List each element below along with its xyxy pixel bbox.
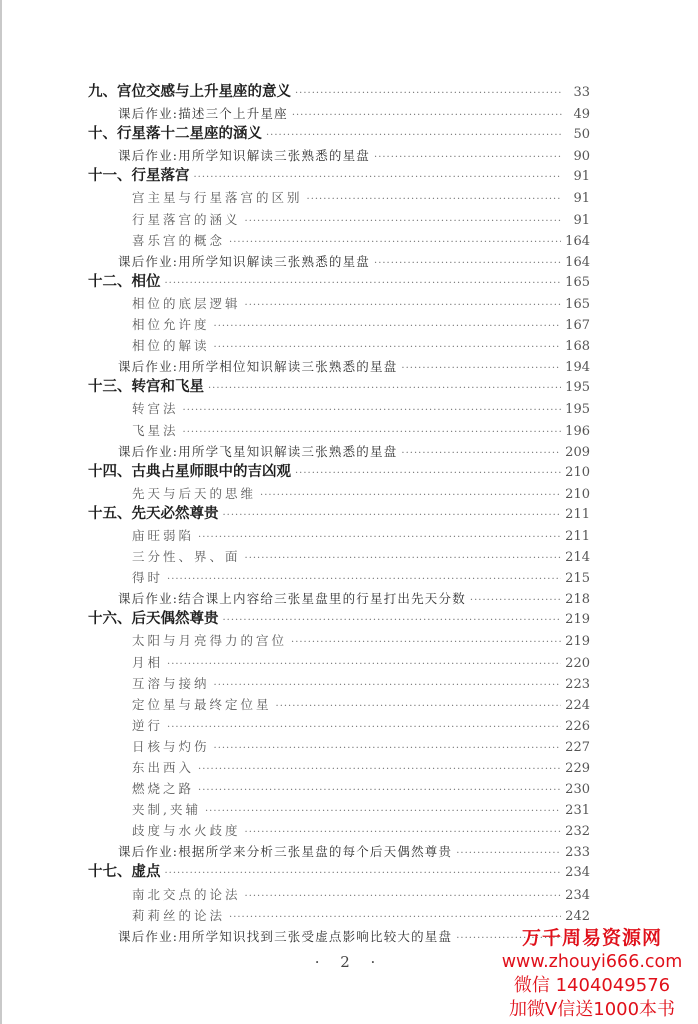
- toc-entry-page: 230: [565, 782, 590, 798]
- toc-entry-page: 211: [565, 528, 590, 544]
- toc-entry-page: 226: [565, 718, 590, 734]
- toc-entry-title: 歧度与水火歧度: [132, 823, 241, 839]
- toc-entry-title: 行星落宫的涵义: [132, 211, 241, 227]
- toc-section-row: [88, 652, 590, 673]
- toc-entry-page: 234: [565, 865, 590, 881]
- toc-entry-page: 196: [565, 423, 590, 439]
- dot-leader: [205, 801, 561, 820]
- toc-entry-page: 220: [565, 655, 590, 671]
- toc-entry-page: 194: [565, 360, 590, 376]
- toc-entry-page: 91: [573, 191, 590, 207]
- toc-entry-title: 十五、先天必然尊贵: [88, 505, 219, 522]
- dot-leader: [167, 654, 561, 673]
- dot-leader: [374, 147, 562, 166]
- toc-entry-page: 215: [565, 571, 590, 587]
- dot-leader: [167, 569, 561, 588]
- dot-leader: [260, 485, 561, 504]
- toc-entry-page: 210: [565, 486, 590, 502]
- toc-entry-page: 195: [565, 380, 590, 396]
- toc-homework-row: [88, 145, 590, 166]
- dot-leader: [245, 211, 562, 230]
- toc-section-row: [88, 757, 590, 778]
- toc-entry-title: 相位允许度: [132, 317, 210, 333]
- toc-entry-title: 三分性、界、面: [132, 549, 241, 565]
- dot-leader: [401, 358, 561, 377]
- toc-section-row: [88, 525, 590, 546]
- toc-entry-title: 庙旺弱陷: [132, 527, 195, 543]
- dot-leader: [401, 443, 561, 462]
- toc-entry-title: 相位的底层逻辑: [132, 295, 241, 311]
- toc-entry-page: 233: [565, 845, 590, 861]
- toc-section-row: [88, 630, 590, 651]
- toc-section-row: [88, 799, 590, 820]
- toc-entry-page: 219: [565, 612, 590, 628]
- toc-entry-title: 九、宫位交感与上升星座的意义: [88, 84, 291, 100]
- toc-entry-title: 课后作业:用所学知识找到三张受虚点影响比较大的星盘: [118, 928, 453, 944]
- toc-entry-page: 91: [573, 169, 590, 185]
- toc-entry-title: 课后作业:描述三个上升星座: [118, 106, 288, 122]
- toc-section-row: [88, 398, 590, 419]
- toc-chapter-row: [88, 862, 590, 883]
- dot-leader: [276, 696, 562, 715]
- watermark: [492, 926, 692, 1022]
- toc-entry-page: 165: [565, 296, 590, 312]
- toc-homework-row: [88, 841, 590, 862]
- toc-section-row: [88, 230, 590, 251]
- toc-entry-title: 课后作业:结合课上内容给三张星盘里的行星打出先天分数: [118, 591, 466, 607]
- dot-leader: [470, 590, 561, 609]
- toc-entry-title: 课后作业:用所学知识解读三张熟悉的星盘: [118, 253, 371, 269]
- toc-entry-title: 十三、转宫和飞星: [88, 379, 204, 396]
- toc-entry-title: 课后作业:用所学飞星知识解读三张熟悉的星盘: [118, 443, 398, 459]
- toc-chapter-row: [88, 124, 590, 145]
- toc-entry-page: 242: [565, 908, 590, 924]
- watermark-promo: 加微V信送1000本书: [508, 999, 676, 1020]
- dot-leader: [292, 105, 562, 124]
- toc-chapter-row: [88, 504, 590, 525]
- dot-leader: [214, 675, 562, 694]
- toc-chapter-row: [88, 82, 590, 103]
- dot-leader: [183, 422, 562, 441]
- toc-section-row: [88, 335, 590, 356]
- dot-leader: [245, 822, 562, 841]
- toc-entry-page: 91: [573, 212, 590, 228]
- toc-section-row: [88, 905, 590, 926]
- toc-entry-title: 月相: [132, 654, 164, 670]
- toc-homework-row: [88, 588, 590, 609]
- toc-entry-title: 喜乐宫的概念: [132, 232, 226, 248]
- dot-leader: [198, 527, 561, 546]
- dot-leader: [198, 780, 561, 799]
- toc-entry-title: 燃烧之路: [132, 781, 195, 797]
- dot-leader: [291, 632, 561, 651]
- toc-entry-page: 224: [565, 697, 590, 713]
- dot-leader: [245, 548, 562, 567]
- dot-leader: [245, 886, 562, 905]
- toc-entry-page: 195: [565, 402, 590, 418]
- toc-homework-row: [88, 103, 590, 124]
- toc-entry-page: 218: [565, 592, 590, 608]
- toc-chapter-row: [88, 377, 590, 398]
- toc-entry-page: 50: [573, 127, 590, 143]
- dot-leader: [214, 316, 562, 335]
- toc-entry-page: 211: [565, 506, 590, 522]
- toc-entry-page: 229: [565, 761, 590, 776]
- toc-entry-title: 莉莉丝的论法: [132, 907, 226, 923]
- toc-entry-page: 214: [565, 550, 590, 566]
- toc-homework-row: [88, 251, 590, 272]
- toc-entry-title: 十一、行星落宫: [88, 168, 190, 185]
- toc-entry-title: 转宫法: [132, 401, 179, 417]
- toc-section-row: [88, 420, 590, 441]
- table-of-contents: [88, 82, 590, 947]
- toc-chapter-row: [88, 166, 590, 187]
- toc-entry-title: 互溶与接纳: [132, 675, 210, 691]
- dot-leader: [245, 295, 562, 314]
- toc-section-row: [88, 736, 590, 757]
- toc-section-row: [88, 314, 590, 335]
- toc-entry-page: 33: [573, 85, 590, 100]
- watermark-site-name: 万千周易资源网: [521, 927, 662, 949]
- toc-section-row: [88, 483, 590, 504]
- toc-entry-page: 49: [573, 107, 590, 123]
- toc-entry-title: 十二、相位: [88, 273, 161, 290]
- watermark-url: www.zhouyi666.com: [501, 952, 683, 972]
- toc-entry-page: 223: [565, 676, 590, 692]
- toc-entry-page: 227: [565, 739, 590, 755]
- toc-entry-page: 164: [565, 233, 590, 249]
- dot-leader: [295, 463, 561, 483]
- toc-entry-title: 日核与灼伤: [132, 738, 210, 754]
- toc-homework-row: [88, 356, 590, 377]
- dot-leader: [208, 378, 561, 398]
- dot-leader: [229, 232, 561, 251]
- dot-leader: [214, 337, 562, 356]
- dot-leader: [165, 273, 562, 293]
- toc-entry-title: 十四、古典占星师眼中的吉凶观: [88, 463, 291, 480]
- toc-entry-title: 定位星与最终定位星: [132, 696, 272, 712]
- toc-section-row: [88, 546, 590, 567]
- dot-leader: [374, 253, 561, 272]
- toc-entry-page: 209: [565, 444, 590, 460]
- toc-entry-page: 219: [565, 634, 590, 650]
- toc-entry-title: 相位的解读: [132, 338, 210, 354]
- toc-section-row: [88, 673, 590, 694]
- toc-homework-row: [88, 441, 590, 462]
- toc-entry-title: 先天与后天的思维: [132, 485, 257, 501]
- toc-section-row: [88, 187, 590, 208]
- dot-leader: [266, 125, 562, 145]
- toc-entry-title: 南北交点的论法: [132, 886, 241, 902]
- toc-entry-title: 得时: [132, 570, 164, 586]
- dot-leader: [183, 400, 562, 419]
- toc-entry-page: 210: [565, 464, 590, 480]
- toc-section-row: [88, 820, 590, 841]
- page-number: · 2 ·: [314, 953, 384, 971]
- toc-entry-title: 课后作业:用所学知识解读三张熟悉的星盘: [118, 148, 371, 164]
- dot-leader: [165, 863, 562, 883]
- toc-entry-title: 课后作业:根据所学来分析三张星盘的每个后天偶然尊贵: [118, 844, 453, 860]
- dot-leader: [198, 759, 561, 778]
- dot-leader: [194, 167, 563, 187]
- toc-entry-title: 逆行: [132, 717, 164, 733]
- page-left-border: [0, 0, 2, 1024]
- dot-leader: [229, 907, 561, 926]
- toc-entry-page: 167: [565, 318, 590, 334]
- dot-leader: [223, 505, 562, 525]
- toc-section-row: [88, 884, 590, 905]
- dot-leader: [295, 83, 562, 103]
- toc-chapter-row: [88, 272, 590, 293]
- toc-entry-title: 东出西入: [132, 760, 195, 775]
- toc-entry-title: 夹制,夹辅: [132, 802, 201, 818]
- toc-entry-page: 164: [565, 254, 590, 270]
- toc-section-row: [88, 694, 590, 715]
- dot-leader: [307, 189, 562, 208]
- toc-section-row: [88, 209, 590, 230]
- toc-entry-page: 90: [573, 149, 590, 165]
- toc-entry-page: 168: [565, 339, 590, 355]
- dot-leader: [167, 717, 561, 736]
- toc-entry-page: 231: [565, 803, 590, 819]
- toc-entry-title: 飞星法: [132, 422, 179, 438]
- toc-entry-title: 十六、后天偶然尊贵: [88, 611, 219, 628]
- toc-entry-page: 234: [565, 887, 590, 903]
- toc-entry-title: 太阳与月亮得力的宫位: [132, 633, 288, 649]
- dot-leader: [456, 843, 561, 862]
- dot-leader: [223, 610, 562, 630]
- watermark-wechat: 微信 1404049576: [513, 975, 671, 996]
- toc-entry-title: 课后作业:用所学相位知识解读三张熟悉的星盘: [118, 359, 398, 375]
- toc-chapter-row: [88, 609, 590, 630]
- toc-section-row: [88, 567, 590, 588]
- toc-section-row: [88, 715, 590, 736]
- toc-section-row: [88, 293, 590, 314]
- toc-entry-title: 十七、虚点: [88, 864, 161, 881]
- toc-chapter-row: [88, 462, 590, 483]
- toc-entry-page: 232: [565, 824, 590, 840]
- toc-entry-page: 165: [565, 274, 590, 290]
- toc-entry-title: 十、行星落十二星座的涵义: [88, 126, 262, 143]
- toc-section-row: [88, 778, 590, 799]
- dot-leader: [214, 738, 562, 757]
- toc-entry-title: 宫主星与行星落宫的区别: [132, 190, 303, 206]
